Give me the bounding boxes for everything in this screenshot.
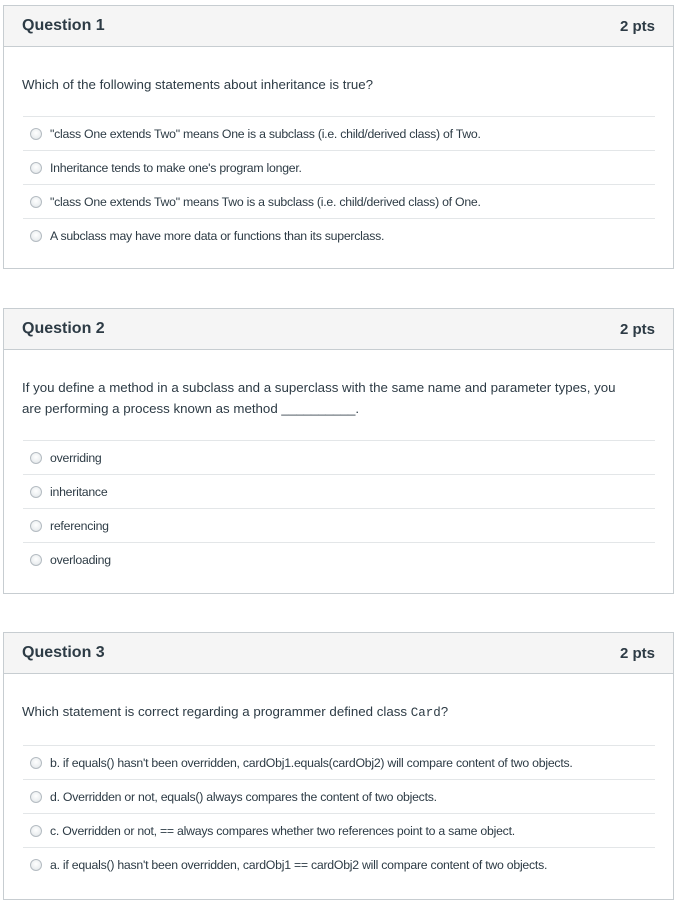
- question-text: Which of the following statements about inheritance is true?: [22, 77, 374, 92]
- question-title: Question 3: [22, 644, 105, 661]
- answer-option[interactable]: [23, 509, 655, 543]
- radio-button[interactable]: [30, 520, 42, 532]
- question-points: 2 pts: [619, 17, 655, 35]
- answer-label: a. if equals() hasn't been overridden, cardObj1 == cardObj2 will compare content of two objects.: [50, 858, 548, 872]
- radio-button[interactable]: [30, 825, 42, 837]
- answer-option[interactable]: [23, 780, 655, 814]
- question-2: [3, 308, 674, 594]
- question-header: [4, 633, 673, 674]
- answer-label: c. Overridden or not, == always compares whether two references point to a same object.: [50, 823, 515, 838]
- answer-option[interactable]: [23, 441, 655, 475]
- question-points: 2 pts: [619, 320, 655, 338]
- answer-option[interactable]: [23, 151, 655, 185]
- answer-label: overloading: [50, 553, 111, 567]
- answer-label: "class One extends Two" means Two is a subclass (i.e. child/derived class) of One.: [50, 194, 481, 209]
- class-name-code: Card: [410, 706, 441, 720]
- answer-option[interactable]: [23, 185, 655, 219]
- radio-button[interactable]: [30, 230, 42, 242]
- answer-list: [23, 116, 655, 253]
- answer-label: Inheritance tends to make one's program longer.: [50, 160, 302, 175]
- answer-label: d. Overridden or not, equals() always compares the content of two objects.: [50, 789, 437, 804]
- answer-label: "class One extends Two" means One is a subclass (i.e. child/derived class) of Two.: [50, 126, 481, 141]
- answer-option[interactable]: [23, 543, 655, 577]
- answer-option[interactable]: [23, 814, 655, 848]
- question-points: 2 pts: [619, 644, 655, 662]
- question-text-line: If you define a method in a subclass and a superclass with the same name and parameter types, you: [22, 380, 616, 395]
- question-text: [22, 701, 448, 724]
- question-1: [3, 5, 674, 269]
- radio-button[interactable]: [30, 757, 42, 769]
- question-header: [4, 6, 673, 47]
- question-header: [4, 309, 673, 350]
- answer-label: inheritance: [50, 484, 108, 499]
- answer-label: A subclass may have more data or functions than its superclass.: [50, 229, 385, 243]
- answer-option[interactable]: [23, 746, 655, 780]
- radio-button[interactable]: [30, 486, 42, 498]
- radio-button[interactable]: [30, 859, 42, 871]
- answer-list: [23, 440, 655, 577]
- answer-option[interactable]: [23, 848, 655, 882]
- question-text: [22, 377, 616, 419]
- answer-option[interactable]: [23, 219, 655, 253]
- answer-label: b. if equals() hasn't been overridden, cardObj1.equals(cardObj2) will compare content of two objects.: [50, 755, 573, 770]
- radio-button[interactable]: [30, 554, 42, 566]
- question-title: Question 1: [22, 17, 105, 34]
- radio-button[interactable]: [30, 128, 42, 140]
- question-title: Question 2: [22, 320, 105, 337]
- answer-option[interactable]: [23, 475, 655, 509]
- radio-button[interactable]: [30, 196, 42, 208]
- radio-button[interactable]: [30, 452, 42, 464]
- radio-button[interactable]: [30, 162, 42, 174]
- radio-button[interactable]: [30, 791, 42, 803]
- answer-list: [23, 745, 655, 882]
- question-text-part: Which statement is correct regarding a programmer defined class: [22, 704, 411, 719]
- question-text-part: ?: [440, 704, 449, 719]
- question-3: [3, 632, 674, 900]
- answer-option[interactable]: [23, 117, 655, 151]
- answer-label: overriding: [50, 450, 102, 465]
- answer-label: referencing: [50, 518, 109, 533]
- question-text-line: are performing a process known as method __________.: [22, 401, 360, 416]
